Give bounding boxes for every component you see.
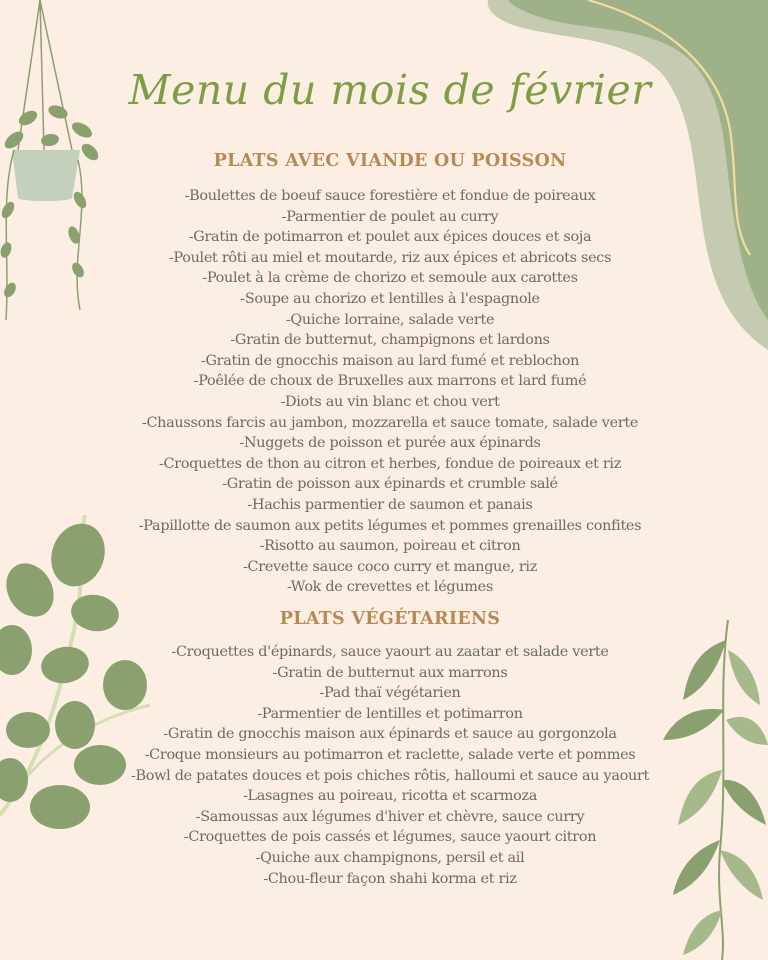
dish-item: -Gratin de potimarron et poulet aux épices douces et soja — [188, 229, 592, 246]
dish-item: -Poulet à la crème de chorizo et semoule aux carottes — [202, 270, 578, 287]
dish-item: -Diots au vin blanc et chou vert — [280, 393, 500, 410]
dish-item: -Boulettes de boeuf sauce forestière et fondue de poireaux — [184, 188, 596, 204]
section-heading-vegetarian: PLATS VÉGÉTARIENS — [279, 609, 501, 629]
dish-item: -Parmentier de lentilles et potimarron — [257, 705, 523, 722]
dish-item: -Wok de crevettes et légumes — [287, 579, 493, 596]
dish-item: -Chaussons farcis au jambon, mozzarella et sauce tomate, salade verte — [141, 414, 639, 431]
dish-item: -Crevette sauce coco curry et mangue, riz — [242, 558, 538, 575]
dish-item: -Poêlée de choux de Bruxelles aux marrons et lard fumé — [193, 373, 587, 390]
dish-item: -Hachis parmentier de saumon et panais — [247, 496, 533, 513]
dish-item: -Samoussas aux légumes d'hiver et chèvre, sauce curry — [195, 808, 585, 825]
dish-item: -Croquettes de thon au citron et herbes, fondue de poireaux et riz — [158, 455, 622, 472]
leaf-branch-icon — [648, 610, 768, 960]
menu-title: Menu du mois de février — [128, 66, 652, 114]
dish-item: -Risotto au saumon, poireau et citron — [259, 538, 521, 555]
dish-item: -Parmentier de poulet au curry — [281, 208, 499, 225]
dish-item: -Chou-fleur façon shahi korma et riz — [263, 870, 517, 887]
meat-fish-dish-list — [70, 186, 710, 598]
dish-item: -Gratin de poisson aux épinards et crumble salé — [222, 476, 558, 493]
dish-item: -Croquettes de pois cassés et légumes, sauce yaourt citron — [183, 829, 597, 846]
dish-item: -Gratin de butternut aux marrons — [272, 664, 508, 681]
dish-item: -Soupe au chorizo et lentilles à l'espagnole — [240, 290, 540, 307]
dish-item: -Croquettes d'épinards, sauce yaourt au zaatar et salade verte — [171, 644, 609, 660]
dish-item: -Gratin de gnocchis maison au lard fumé et reblochon — [200, 352, 580, 369]
section-heading-meat-fish: PLATS AVEC VIANDE OU POISSON — [213, 151, 567, 171]
dish-item: -Quiche lorraine, salade verte — [285, 311, 495, 328]
dish-item: -Poulet rôti au miel et moutarde, riz aux épices et abricots secs — [168, 249, 612, 266]
dish-item: -Nuggets de poisson et purée aux épinards — [239, 435, 541, 452]
dish-item: -Gratin de gnocchis maison aux épinards et sauce au gorgonzola — [163, 726, 617, 743]
dish-item: -Quiche aux champignons, persil et ail — [255, 849, 525, 866]
dish-item: -Lasagnes au poireau, ricotta et scarmoza — [242, 788, 538, 805]
dish-item: -Gratin de butternut, champignons et lardons — [230, 332, 550, 349]
dish-item: -Croque monsieurs au potimarron et raclette, salade verte et pommes — [144, 746, 636, 763]
vegetarian-dish-list — [120, 642, 660, 889]
dish-item: -Papillotte de saumon aux petits légumes et pommes grenailles confites — [138, 517, 642, 534]
dish-item: -Pad thaï végétarien — [319, 685, 461, 702]
dish-item: -Bowl de patates douces et pois chiches rôtis, halloumi et sauce au yaourt — [130, 767, 650, 784]
